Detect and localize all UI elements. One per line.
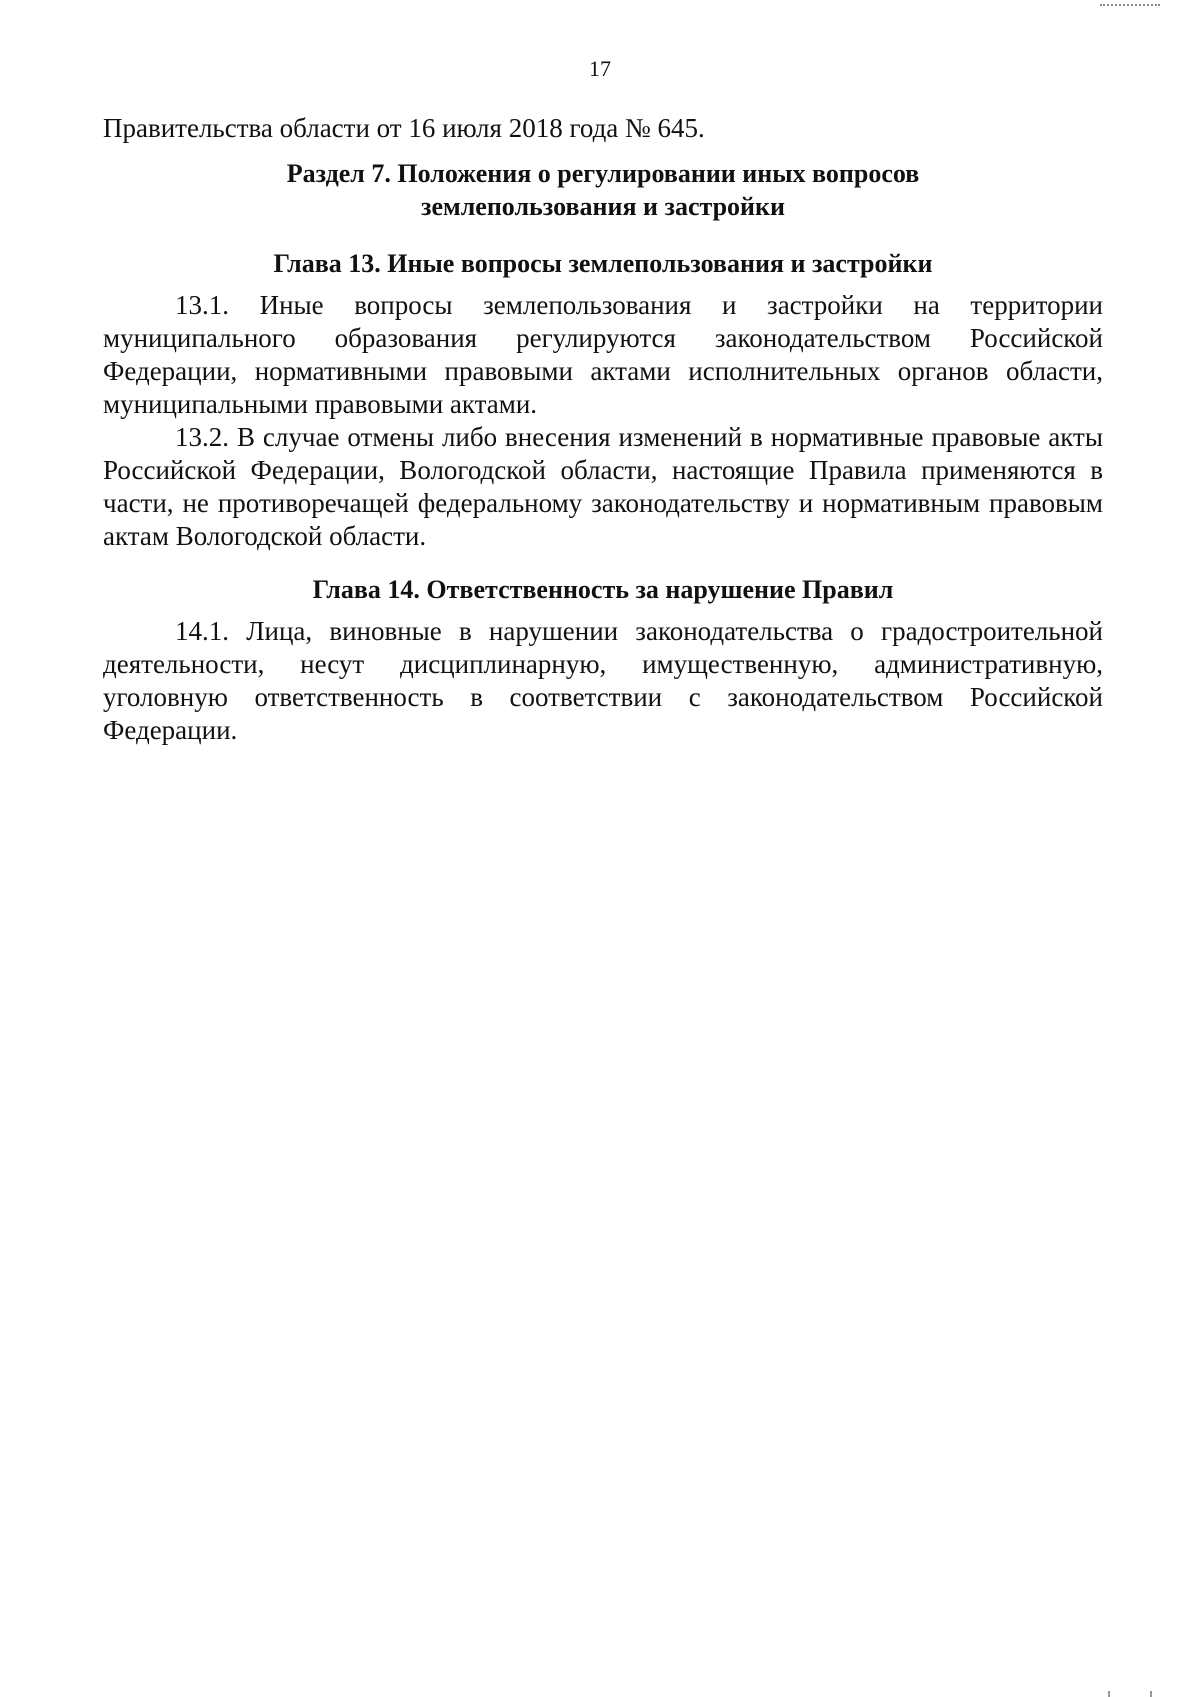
intro-line: Правительства области от 16 июля 2018 года № 645. — [103, 113, 705, 143]
scan-artifact-bottom — [1108, 1691, 1152, 1697]
section-title-line-2: землепользования и застройки — [421, 192, 785, 221]
paragraph-14-1: 14.1. Лица, виновные в нарушении законодательства о градостроительной деятельности, несут дисциплинарную, имущественную, административную, уголовную ответственность в соответствии с законодательством Российской Федерации. — [103, 616, 1103, 745]
page-number: 17 — [589, 56, 611, 81]
section-title-line-1: Раздел 7. Положения о регулировании иных вопросов — [286, 159, 920, 188]
chapter-13-title: Глава 13. Иные вопросы землепользования и застройки — [273, 249, 933, 278]
chapter-14-title: Глава 14. Ответственность за нарушение Правил — [312, 575, 894, 604]
section-title — [103, 157, 1103, 223]
scan-artifact-top — [1100, 0, 1160, 6]
paragraph-13-2: 13.2. В случае отмены либо внесения изменений в нормативные правовые акты Российской Федерации, Вологодской области, настоящие Правила применяются в части, не противоречащей федеральному законодательству и нормативным правовым актам Вологодской области. — [103, 422, 1103, 551]
paragraph-13-1: 13.1. Иные вопросы землепользования и застройки на территории муниципального образования регулируются законодательством Российской Федерации, нормативными правовыми актами исполнительных органов области, муниципальными правовыми актами. — [103, 290, 1103, 419]
document-body — [103, 112, 1103, 747]
